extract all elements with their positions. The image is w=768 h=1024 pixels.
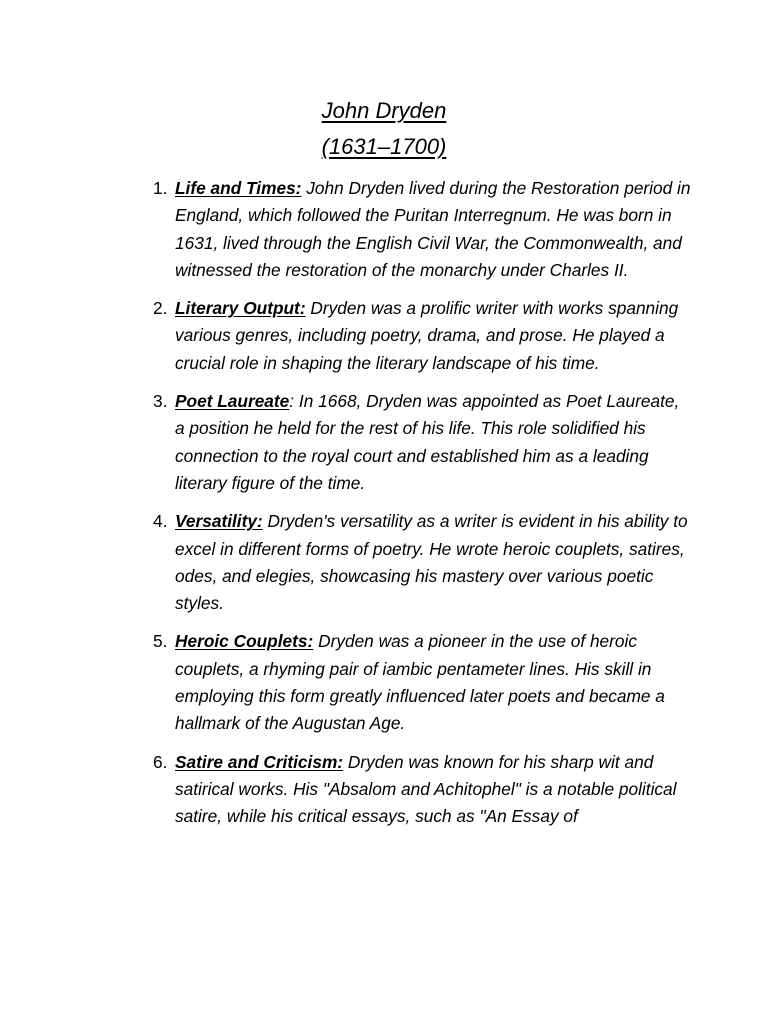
- item-number: 5.: [153, 631, 168, 652]
- list-item: [153, 175, 693, 284]
- item-text: Dryden was a prolific writer with works spanning various genres, including poetry, drama, and prose. He played a crucial role in shaping the literary landscape of his time.: [175, 298, 679, 373]
- item-number: 3.: [153, 391, 168, 412]
- item-text: John Dryden lived during the Restoration period in England, which followed the Puritan Interregnum. He was born in 1631, lived through the English Civil War, the Commonwealth, and witnessed the restoration of the monarchy under Charles II.: [175, 178, 691, 280]
- item-heading: Heroic Couplets:: [175, 631, 314, 652]
- item-number: 6.: [153, 751, 168, 772]
- list-item: [153, 628, 693, 737]
- item-number: 4.: [153, 511, 168, 532]
- document-title: John Dryden: [321, 98, 447, 123]
- item-heading: Literary Output:: [175, 298, 306, 319]
- item-heading: Satire and Criticism:: [175, 751, 344, 772]
- list-item: [153, 508, 693, 617]
- item-heading: Life and Times:: [175, 178, 302, 198]
- item-number: 1.: [153, 178, 168, 198]
- document-subtitle: (1631–1700): [321, 134, 447, 159]
- item-heading: Versatility:: [175, 511, 263, 532]
- item-number: 2.: [153, 298, 168, 319]
- item-text: : In 1668, Dryden was appointed as Poet Laureate, a position he held for the rest of his life. This role solidified his connection to the royal court and established him as a leading literary figure of the time.: [175, 391, 680, 493]
- list-item: [153, 749, 693, 831]
- item-text: Dryden was a pioneer in the use of heroic couplets, a rhyming pair of iambic pentameter lines. His skill in employing this form greatly influenced later poets and became a hallmark of the Augustan Age.: [175, 631, 665, 734]
- item-text: Dryden was known for his sharp wit and satirical works. His "Absalom and Achitophel" is a notable political satire, while his critical essays, such as "An Essay of: [175, 751, 677, 827]
- numbered-list: [153, 175, 693, 842]
- item-heading: Poet Laureate: [175, 391, 290, 412]
- list-item: [153, 388, 693, 497]
- list-item: [153, 295, 693, 377]
- item-text: Dryden's versatility as a writer is evident in his ability to excel in different forms of poetry. He wrote heroic couplets, satires, odes, and elegies, showcasing his mastery over various poetic styles.: [175, 511, 688, 614]
